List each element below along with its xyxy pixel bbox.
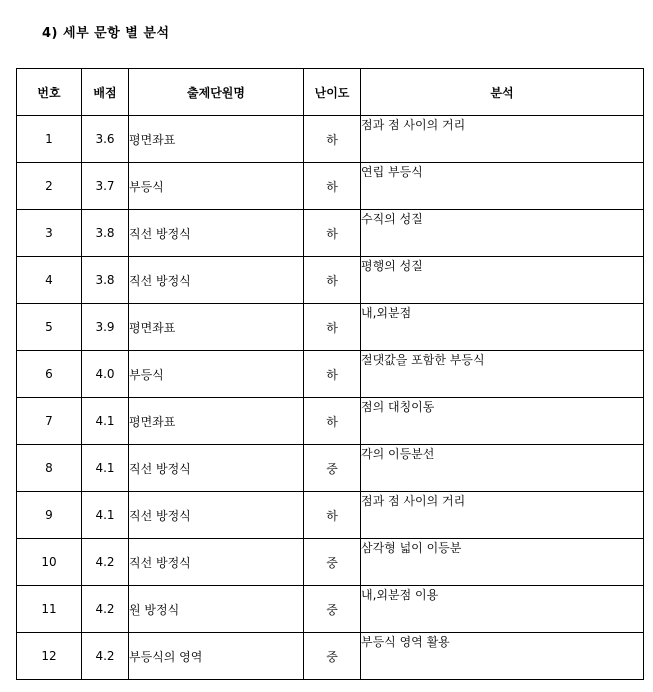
cell-unit: 부등식 <box>129 163 304 210</box>
table-row <box>17 257 644 304</box>
header-analysis: 분석 <box>361 69 644 116</box>
cell-unit: 직선 방정식 <box>129 492 304 539</box>
cell-unit: 직선 방정식 <box>129 445 304 492</box>
cell-score: 3.7 <box>82 163 129 210</box>
cell-no: 10 <box>17 539 82 586</box>
cell-no: 3 <box>17 210 82 257</box>
cell-score: 3.6 <box>82 116 129 163</box>
table-row <box>17 633 644 680</box>
table-row <box>17 586 644 633</box>
cell-analysis: 점과 점 사이의 거리 <box>361 492 644 539</box>
cell-no: 1 <box>17 116 82 163</box>
cell-unit: 부등식 <box>129 351 304 398</box>
cell-score: 4.2 <box>82 539 129 586</box>
cell-score: 4.0 <box>82 351 129 398</box>
cell-analysis: 점과 점 사이의 거리 <box>361 116 644 163</box>
cell-difficulty: 중 <box>304 633 361 680</box>
table-row <box>17 163 644 210</box>
cell-unit: 평면좌표 <box>129 398 304 445</box>
cell-score: 3.8 <box>82 257 129 304</box>
cell-unit: 원 방정식 <box>129 586 304 633</box>
cell-analysis: 평행의 성질 <box>361 257 644 304</box>
cell-score: 4.1 <box>82 445 129 492</box>
cell-analysis: 점의 대칭이동 <box>361 398 644 445</box>
section-title: 4) 세부 문항 별 분석 <box>42 26 170 41</box>
table-row <box>17 351 644 398</box>
cell-analysis: 내,외분점 이용 <box>361 586 644 633</box>
cell-difficulty: 중 <box>304 445 361 492</box>
table-row <box>17 210 644 257</box>
cell-score: 3.9 <box>82 304 129 351</box>
cell-score: 4.1 <box>82 398 129 445</box>
question-analysis-table <box>16 68 644 680</box>
table-row <box>17 304 644 351</box>
cell-difficulty: 하 <box>304 398 361 445</box>
table-row <box>17 539 644 586</box>
cell-analysis: 절댓값을 포함한 부등식 <box>361 351 644 398</box>
cell-difficulty: 하 <box>304 304 361 351</box>
cell-unit: 직선 방정식 <box>129 210 304 257</box>
cell-analysis: 수직의 성질 <box>361 210 644 257</box>
cell-analysis: 내,외분점 <box>361 304 644 351</box>
cell-difficulty: 하 <box>304 116 361 163</box>
cell-analysis: 각의 이등분선 <box>361 445 644 492</box>
cell-no: 4 <box>17 257 82 304</box>
table-row <box>17 492 644 539</box>
cell-difficulty: 하 <box>304 351 361 398</box>
cell-analysis: 삼각형 넓이 이등분 <box>361 539 644 586</box>
cell-unit: 부등식의 영역 <box>129 633 304 680</box>
header-unit: 출제단원명 <box>129 69 304 116</box>
cell-unit: 평면좌표 <box>129 116 304 163</box>
cell-difficulty: 중 <box>304 586 361 633</box>
cell-score: 3.8 <box>82 210 129 257</box>
cell-analysis: 연립 부등식 <box>361 163 644 210</box>
cell-no: 7 <box>17 398 82 445</box>
cell-unit: 직선 방정식 <box>129 539 304 586</box>
cell-unit: 평면좌표 <box>129 304 304 351</box>
cell-unit: 직선 방정식 <box>129 257 304 304</box>
cell-difficulty: 하 <box>304 210 361 257</box>
cell-score: 4.1 <box>82 492 129 539</box>
table-row <box>17 445 644 492</box>
cell-no: 12 <box>17 633 82 680</box>
header-no: 번호 <box>17 69 82 116</box>
cell-score: 4.2 <box>82 633 129 680</box>
table-row <box>17 398 644 445</box>
cell-difficulty: 하 <box>304 257 361 304</box>
cell-no: 11 <box>17 586 82 633</box>
cell-difficulty: 중 <box>304 539 361 586</box>
cell-no: 5 <box>17 304 82 351</box>
header-score: 배점 <box>82 69 129 116</box>
table-row <box>17 116 644 163</box>
cell-analysis: 부등식 영역 활용 <box>361 633 644 680</box>
cell-score: 4.2 <box>82 586 129 633</box>
cell-difficulty: 하 <box>304 492 361 539</box>
cell-no: 8 <box>17 445 82 492</box>
header-difficulty: 난이도 <box>304 69 361 116</box>
cell-no: 2 <box>17 163 82 210</box>
cell-no: 6 <box>17 351 82 398</box>
cell-difficulty: 하 <box>304 163 361 210</box>
table-header-row <box>17 69 644 116</box>
cell-no: 9 <box>17 492 82 539</box>
